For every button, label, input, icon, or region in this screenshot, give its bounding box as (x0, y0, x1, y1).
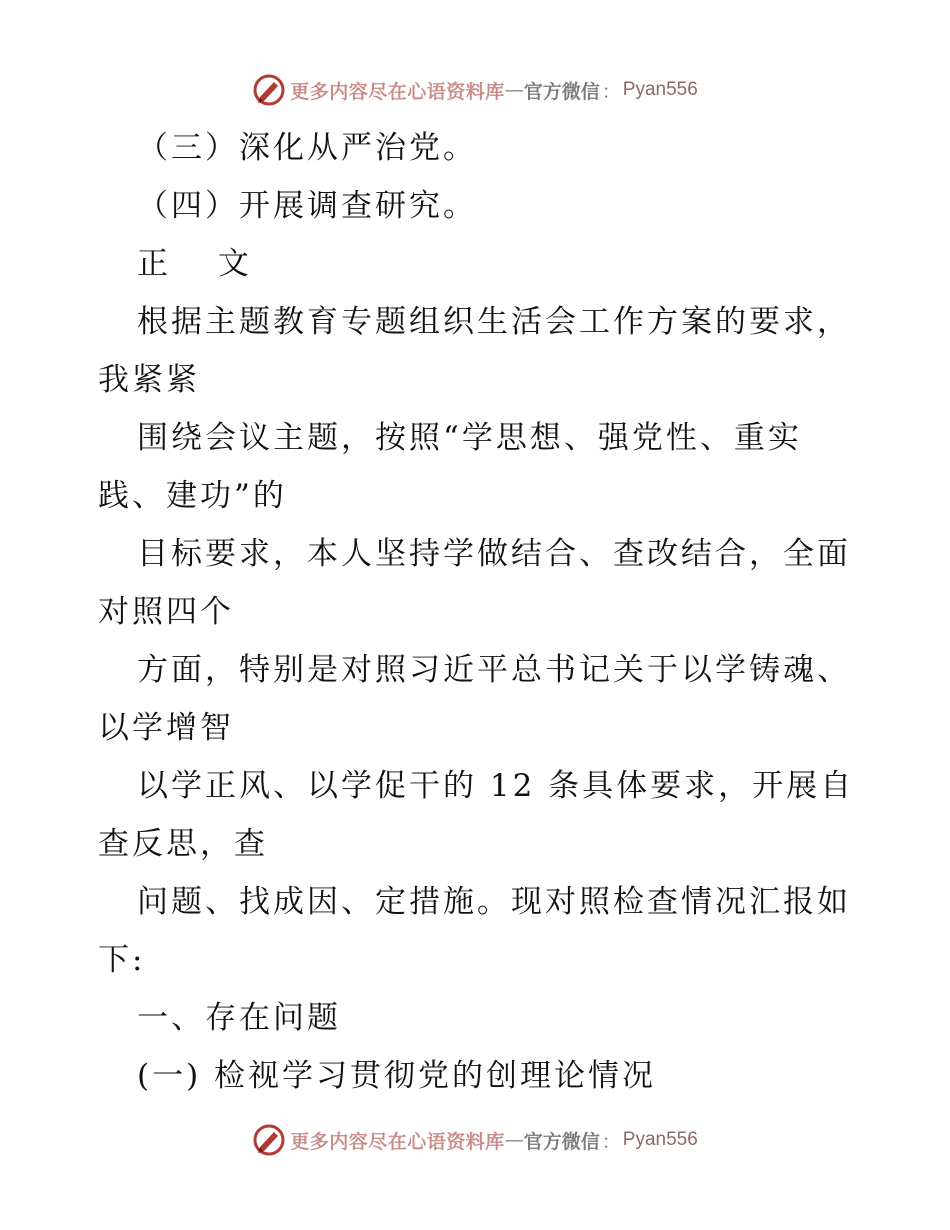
text-line: 问题、找成因、定措施。现对照检查情况汇报如 (137, 884, 851, 920)
watermark-official-label: 官方微信 (523, 1130, 600, 1153)
text-line: 正 文 (137, 246, 269, 282)
text-line: 践、建功”的 (98, 478, 287, 514)
watermark-main-text: 更多内容尽在心语资料库 (290, 1130, 505, 1153)
pen-logo-icon (252, 73, 286, 107)
watermark-colon: ： (601, 1130, 621, 1153)
text-line: （四）开展调查研究。 (137, 188, 477, 224)
watermark-wechat-id: Pyan556 (622, 79, 698, 100)
watermark-dash: — (504, 1129, 524, 1151)
watermark-dash: — (504, 79, 524, 101)
footer-watermark (0, 1120, 950, 1160)
header-watermark (0, 70, 950, 110)
pen-logo-icon (252, 1123, 286, 1157)
text-line: 目标要求，本人坚持学做结合、查改结合，全面 (137, 536, 851, 572)
text-line: 对照四个 (98, 594, 234, 630)
text-line: 以学正风、以学促干的 12 条具体要求，开展自 (137, 768, 855, 804)
watermark-wechat-id: Pyan556 (622, 1129, 698, 1150)
text-line: 以学增智 (98, 710, 234, 746)
subsection-heading: (一) 检视学习贯彻党的创理论情况 (137, 1058, 657, 1094)
text-line: 下: (98, 942, 146, 978)
watermark-colon: ： (601, 80, 621, 103)
text-line: 查反思，查 (98, 826, 268, 862)
section-heading: 一、存在问题 (137, 1000, 341, 1036)
text-line: 根据主题教育专题组织生活会工作方案的要求， (137, 304, 851, 340)
watermark-main-text: 更多内容尽在心语资料库 (290, 80, 505, 103)
text-line: 方面，特别是对照习近平总书记关于以学铸魂、 (137, 652, 851, 688)
text-line: 我紧紧 (98, 362, 200, 398)
watermark-official-label: 官方微信 (523, 80, 600, 103)
text-line: （三）深化从严治党。 (137, 130, 477, 166)
text-line: 围绕会议主题，按照“学思想、强党性、重实 (137, 420, 802, 456)
